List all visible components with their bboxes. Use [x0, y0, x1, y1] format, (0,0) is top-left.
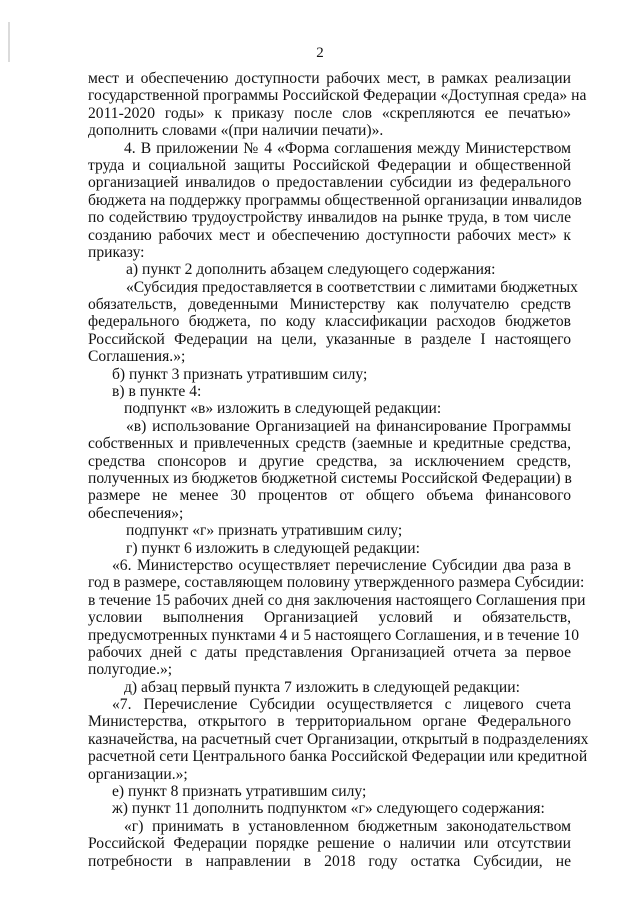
text-line: обеспечения»; — [88, 504, 184, 522]
text-line: б) пункт 3 признать утратившим силу; — [112, 365, 368, 383]
text-line: условии выполнения Организацией условий и обязательств, — [88, 609, 571, 627]
text-line: рабочих дней с даты представления Организацией отчета за первое — [88, 643, 571, 661]
text-line: бюджета на поддержку программы общественной организации инвалидов — [88, 191, 582, 209]
text-line: год в размере, составляющем половину утвержденного размера Субсидии: — [88, 574, 585, 592]
text-line: собственных и привлеченных средств (заемные и кредитные средства, — [88, 435, 571, 453]
text-line: полученных из бюджетов бюджетной системы Российской Федерации) в — [88, 469, 572, 487]
text-line: полугодие.»; — [88, 661, 173, 679]
text-line: федерального бюджета, по коду классификации расходов бюджетов — [88, 313, 571, 331]
text-line: 4. В приложении № 4 «Форма соглашения между Министерством — [124, 139, 571, 157]
text-line: ж) пункт 11 дополнить подпунктом «г» следующего содержания: — [112, 800, 545, 818]
text-line: д) абзац первый пункта 7 изложить в следующей редакции: — [124, 678, 520, 696]
text-line: «в) использование Организацией на финансирование Программы — [126, 417, 571, 435]
text-line: расчетной сети Центрального банка Российской Федерации или кредитной — [88, 748, 588, 766]
text-line: приказу: — [88, 243, 145, 261]
text-line: потребности в направлении в 2018 году остатка Субсидии, не — [88, 852, 571, 870]
text-line: средства спонсоров и другие средства, за исключением средств, — [88, 452, 571, 470]
text-line: государственной программы Российской Федерации «Доступная среда» на — [88, 87, 587, 105]
text-line: 2011-2020 годы» к приказу после слов «скрепляются ее печатью» — [88, 104, 571, 122]
text-line: труда и социальной защиты Российской Федерации и общественной — [88, 156, 571, 174]
text-line: дополнить словами «(при наличии печати)». — [88, 122, 384, 140]
text-line: мест и обеспечению доступности рабочих мест, в рамках реализации — [88, 70, 571, 87]
text-line: «г) принимать в установленном бюджетным законодательством — [124, 817, 571, 835]
text-line: обязательств, доведенными Министерству как получателю средств — [88, 296, 571, 314]
text-line: г) пункт 6 изложить в следующей редакции: — [126, 539, 420, 557]
text-line: Соглашения.»; — [88, 348, 186, 366]
text-line: «Субсидия предоставляется в соответствии с лимитами бюджетных — [126, 278, 578, 296]
text-line: казначейства, на расчетный счет Организации, открытый в подразделениях — [88, 730, 589, 748]
text-line: созданию рабочих мест и обеспечению доступности рабочих мест» к — [88, 226, 571, 244]
text-line: подпункт «в» изложить в следующей редакции: — [124, 400, 442, 418]
text-line: е) пункт 8 признать утратившим силу; — [112, 783, 367, 801]
text-line: организацией инвалидов о предоставлении субсидии из федерального — [88, 174, 571, 192]
text-line: предусмотренных пунктами 4 и 5 настоящего Соглашения, и в течение 10 — [88, 626, 579, 644]
text-line: «6. Министерство осуществляет перечисление Субсидии два раза в — [112, 556, 571, 574]
text-line: подпункт «г» признать утратившим силу; — [126, 522, 403, 540]
text-line: организации.»; — [88, 765, 188, 783]
document-body — [88, 70, 589, 870]
text-line: в) в пункте 4: — [112, 383, 202, 401]
page-number: 2 — [316, 45, 324, 61]
text-line: а) пункт 2 дополнить абзацем следующего содержания: — [126, 261, 496, 279]
text-line: в течение 15 рабочих дней со дня заключения настоящего Соглашения при — [88, 591, 586, 609]
text-line: Российской Федерации порядке решение о наличии или отсутствии — [88, 835, 571, 853]
text-line: Российской Федерации на цели, указанные в разделе I настоящего — [88, 330, 571, 348]
text-line: Министерства, открытого в территориальном органе Федерального — [88, 713, 571, 731]
text-line: размере не менее 30 процентов от общего объема финансового — [88, 487, 571, 505]
text-line: «7. Перечисление Субсидии осуществляется с лицевого счета — [112, 696, 571, 714]
text-line: по содействию трудоустройству инвалидов на рынке труда, в том числе — [88, 209, 571, 227]
